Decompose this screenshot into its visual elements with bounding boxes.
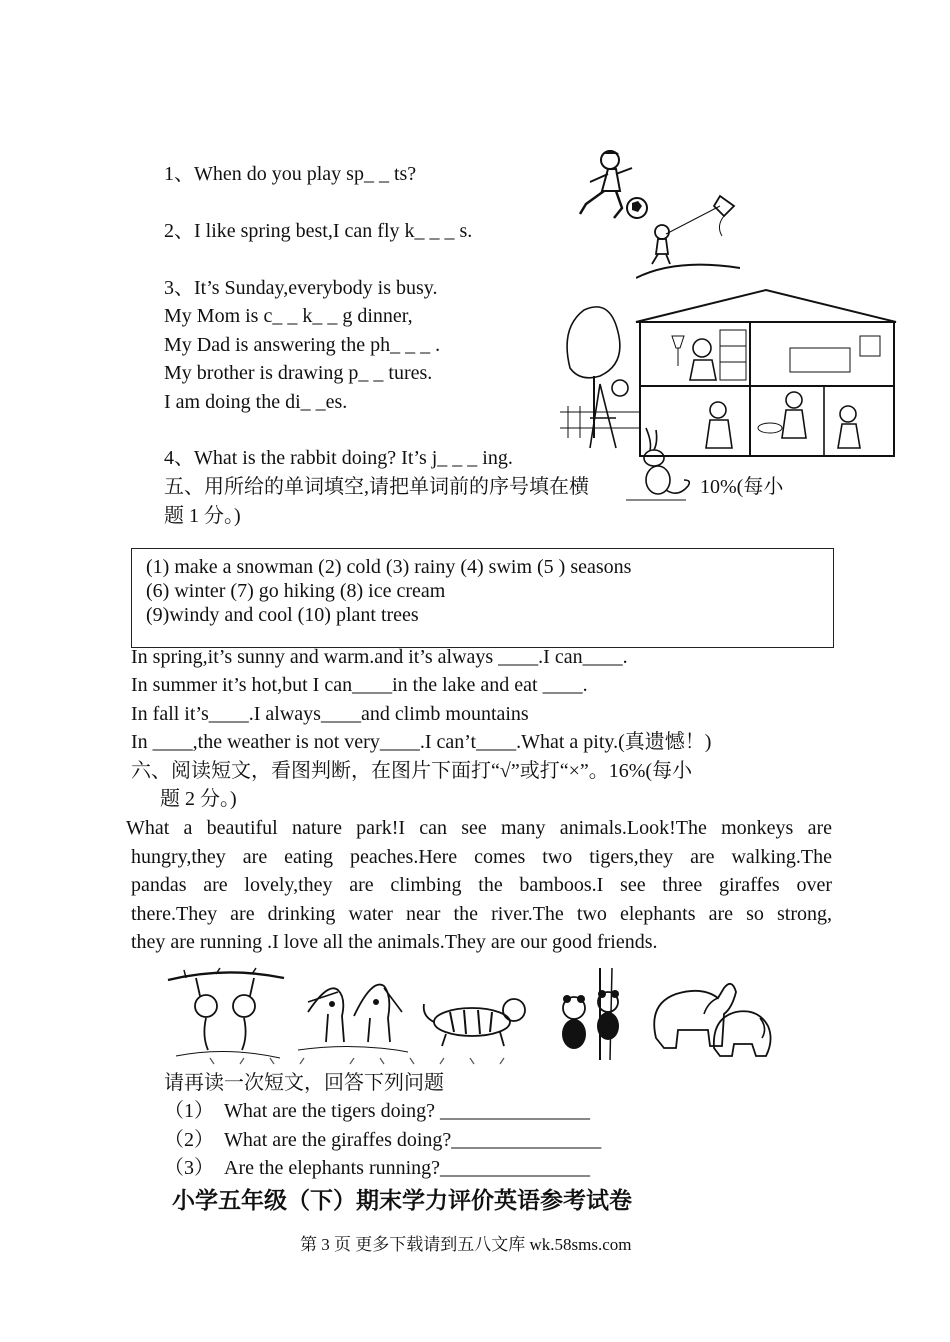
question-2: 2、I like spring best,I can fly k_ _ _ s. bbox=[164, 220, 473, 242]
question-number: （1） bbox=[164, 1100, 214, 1122]
comprehension-question-3 bbox=[164, 1154, 590, 1182]
fill-sentence-1: In spring,it’s sunny and warm.and it’s always ____.I can____. bbox=[131, 646, 628, 668]
exam-title: 小学五年级（下）期末学力评价英语参考试卷 bbox=[172, 1188, 632, 1214]
question-3-line-2: My Dad is answering the ph_ _ _ . bbox=[164, 334, 441, 356]
question-3-line-1: My Mom is c_ _ k_ _ g dinner, bbox=[164, 305, 413, 327]
answer-tick-marks bbox=[200, 1054, 520, 1068]
section-6-heading-line-2: 题 2 分。) bbox=[160, 788, 237, 810]
section-5-heading-part-2: 10%(每小 bbox=[700, 476, 784, 498]
question-3-line-4: I am doing the di_ _es. bbox=[164, 391, 348, 413]
fill-sentence-2: In summer it’s hot,but I can____in the lake and eat ____. bbox=[131, 674, 588, 696]
question-text: What are the tigers doing? _______________ bbox=[224, 1100, 591, 1122]
passage-line-4: there.They are drinking water near the river.The two elephants are so strong, bbox=[131, 902, 832, 925]
pandas-illustration bbox=[552, 968, 632, 1060]
question-3-line-3: My brother is drawing p_ _ tures. bbox=[164, 362, 433, 384]
word-box-line-2: (6) winter (7) go hiking (8) ice cream bbox=[146, 580, 446, 602]
word-choice-box bbox=[131, 548, 834, 648]
question-4: 4、What is the rabbit doing? It’s j_ _ _ ing. bbox=[164, 447, 513, 469]
passage-line-2: hungry,they are eating peaches.Here comes two tigers,they are walking.The bbox=[131, 845, 832, 868]
reread-prompt: 请再读一次短文，回答下列问题 bbox=[164, 1072, 444, 1094]
fill-sentence-4: In ____,the weather is not very____.I can’t____.What a pity.(真遗憾！) bbox=[131, 731, 712, 753]
comprehension-question-2 bbox=[164, 1126, 601, 1154]
elephants-illustration bbox=[648, 968, 774, 1060]
passage-line-3: pandas are lovely,they are climbing the bamboos.I see three giraffes over bbox=[131, 874, 832, 896]
comprehension-question-1 bbox=[164, 1097, 590, 1125]
tiger-illustration bbox=[420, 986, 532, 1050]
question-number: （3） bbox=[164, 1157, 214, 1179]
section-5-heading-part-1: 五、用所给的单词填空,请把单词前的序号填在横 bbox=[164, 476, 589, 498]
fill-sentence-3: In fall it’s____.I always____and climb mountains bbox=[131, 703, 529, 725]
word-box-line-3: (9)windy and cool (10) plant trees bbox=[146, 604, 419, 626]
section-5-heading-part-3: 题 1 分。) bbox=[164, 505, 241, 527]
question-3-intro: 3、It’s Sunday,everybody is busy. bbox=[164, 277, 438, 299]
question-text: What are the giraffes doing?_______________ bbox=[224, 1129, 602, 1151]
passage-line-5: they are running .I love all the animals.They are our good friends. bbox=[131, 931, 658, 953]
house-with-family-illustration bbox=[560, 288, 898, 468]
rabbit-jumping-illustration bbox=[626, 426, 698, 502]
giraffes-illustration bbox=[298, 972, 408, 1056]
question-text: Are the elephants running?_______________ bbox=[224, 1157, 591, 1179]
word-box-line-1: (1) make a snowman (2) cold (3) rainy (4) swim (5 ) seasons bbox=[146, 556, 632, 578]
passage-line-1: What a beautiful nature park!I can see many animals.Look!The monkeys are bbox=[126, 817, 832, 839]
section-6-heading-line-1: 六、阅读短文，看图判断，在图片下面打“√”或打“×”。16%(每小 bbox=[131, 760, 693, 782]
boy-flying-kite-illustration bbox=[636, 192, 740, 280]
monkeys-illustration bbox=[166, 966, 286, 1062]
reading-passage bbox=[126, 814, 832, 957]
page-footer: 第 3 页 更多下载请到五八文库 wk.58sms.com bbox=[300, 1235, 632, 1254]
question-1: 1、When do you play sp_ _ ts? bbox=[164, 163, 417, 185]
question-number: （2） bbox=[164, 1129, 214, 1151]
